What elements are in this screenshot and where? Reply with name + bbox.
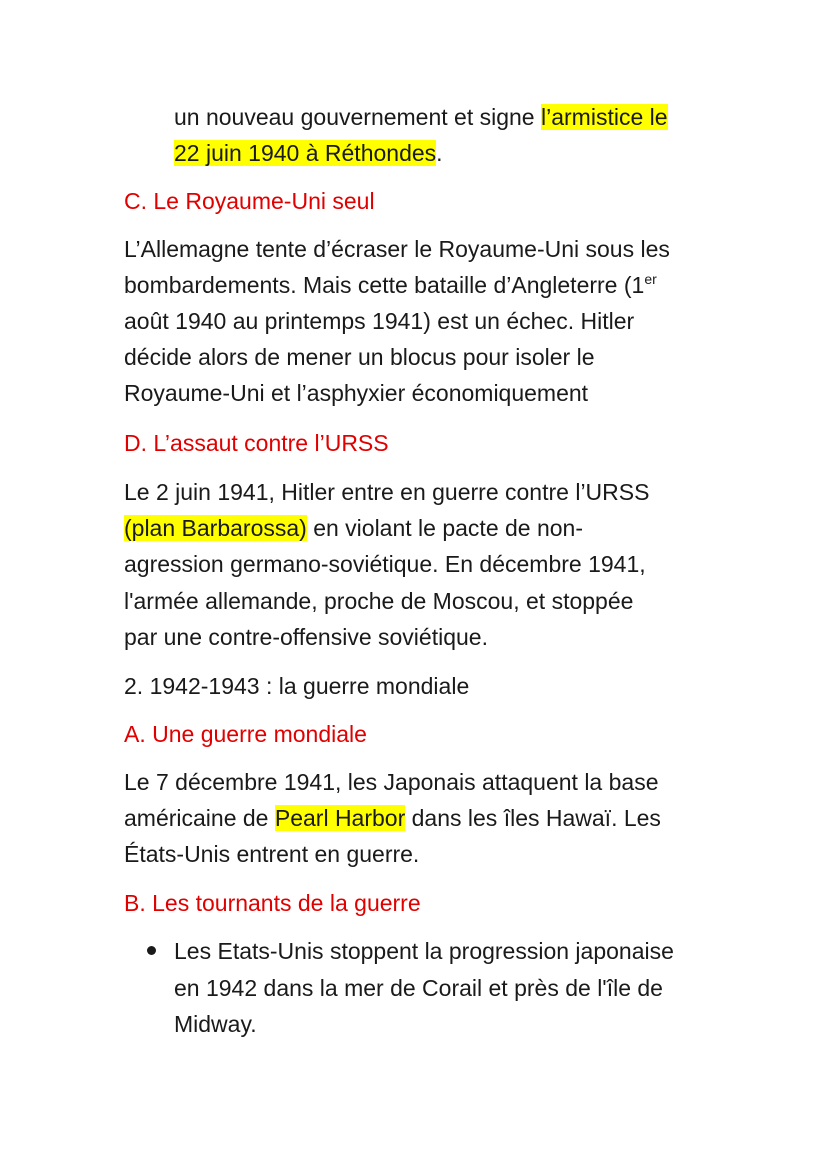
paragraph-line: décide alors de mener un blocus pour isoler le [124,344,595,370]
paragraph-line: agression germano-soviétique. En décembre 1941, [124,551,646,577]
section-heading-a: A. Une guerre mondiale [124,721,367,747]
paragraph-line: août 1940 au printemps 1941) est un échec. Hitler [124,308,635,334]
paragraph-line: par une contre-offensive soviétique. [124,624,488,650]
paragraph-line: Royaume-Uni et l’asphyxier économiquement [124,380,589,406]
bullet-line: Les Etats-Unis stoppent la progression japonaise [174,938,674,964]
text-run: . [436,140,443,166]
paragraph-line [124,800,661,836]
highlighted-text: l’armistice le [541,104,668,130]
highlighted-text: Pearl Harbor [274,805,406,831]
superscript: er [644,271,657,287]
bullet-icon [147,946,156,955]
bullet-line: Midway. [174,1011,257,1037]
paragraph-line [174,135,443,171]
paragraph-line: L’Allemagne tente d’écraser le Royaume-Uni sous les [124,236,670,262]
text-run: en violant le pacte de non- [306,515,584,541]
paragraph-line: l'armée allemande, proche de Moscou, et stoppée [124,588,634,614]
section-heading-c: C. Le Royaume-Uni seul [124,188,375,214]
highlighted-text: 22 juin 1940 à Réthondes [174,140,437,166]
paragraph-line: États-Unis entrent en guerre. [124,841,420,867]
paragraph-line [124,510,583,546]
paragraph-line [124,267,657,303]
paragraph-line [174,99,668,135]
text-run: un nouveau gouvernement et signe [174,104,541,130]
text-run: dans les îles Hawaï. Les [405,805,661,831]
part-title: 2. 1942-1943 : la guerre mondiale [124,673,470,699]
section-heading-d: D. L’assaut contre l’URSS [124,430,389,456]
text-run: américaine de [124,805,275,831]
text-run: bombardements. Mais cette bataille d’Angleterre (1 [124,272,645,298]
bullet-line: en 1942 dans la mer de Corail et près de l'île de [174,975,663,1001]
section-heading-b: B. Les tournants de la guerre [124,890,421,916]
paragraph-line: Le 7 décembre 1941, les Japonais attaquent la base [124,769,659,795]
paragraph-line: Le 2 juin 1941, Hitler entre en guerre contre l’URSS [124,479,650,505]
highlighted-text: (plan Barbarossa) [124,515,307,541]
